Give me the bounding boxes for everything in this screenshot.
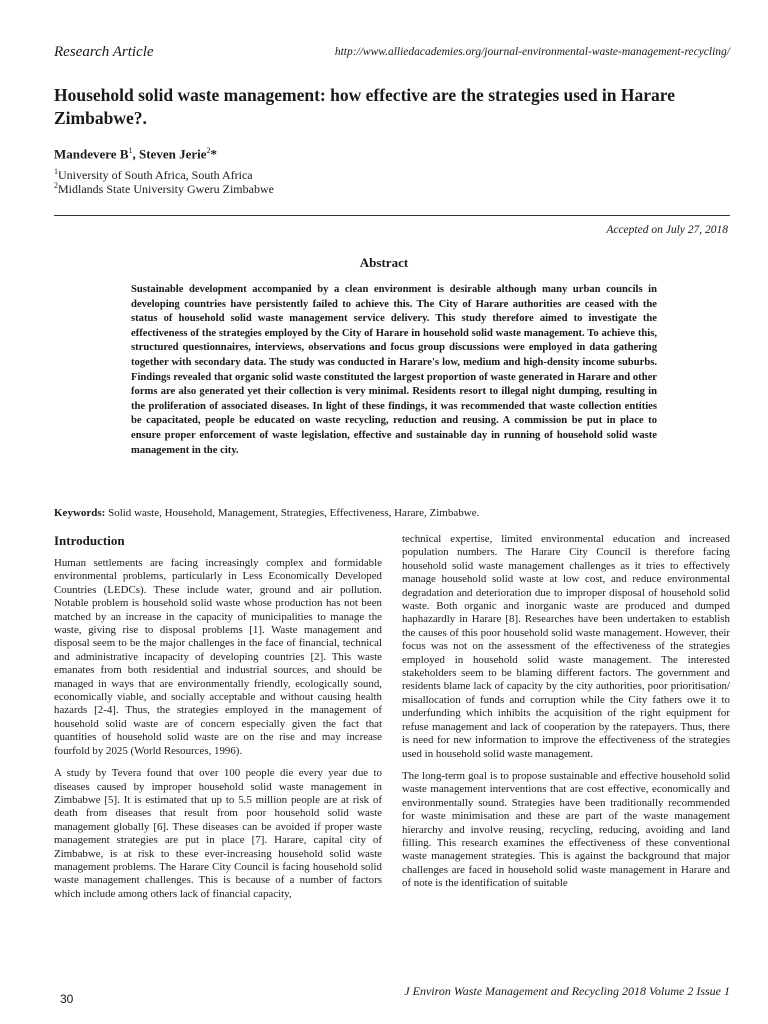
abstract-body: Sustainable development accompanied by a clean environment is desirable although many urban councils in developing countries have persistently failed to achieve this. The City of Harare authorities are ceased with the status of household solid waste management service delivery. This study therefore aimed to investigate the effectiveness of the strategies employed by the City of Harare in household solid waste management. To achieve this, structured questionnaires, interviews, observations and focus group discussions were employed in data gathering together with secondary data. The study was conducted in Harare's low, medium and high-density income suburbs. Findings revealed that organic solid waste constituted the largest proportion of waste generated in Harare and other forms are also generated yet their collection is very minimal. Residents resort to illegal night dumping, resulting in the proliferation of associated diseases. In light of these findings, it was recommended that waste collection entities be capacitated, people be educated on waste recycling, reduction and reusing. A commission be put in place to ensure proper enforcement of waste legislation, effective and sustainable day in running of household solid waste management in the city. — [131, 284, 657, 456]
accepted-date: Accepted on July 27, 2018 — [606, 224, 728, 236]
header-divider — [54, 215, 730, 216]
author-affiliation-mark: 2 — [206, 146, 211, 155]
left-column — [54, 533, 382, 910]
author-affiliation-mark: 1 — [128, 146, 133, 155]
keywords — [54, 507, 730, 519]
keywords-label: Keywords: — [54, 507, 106, 519]
author-name: Mandevere B — [54, 146, 129, 162]
keywords-text: Solid waste, Household, Management, Strategies, Effectiveness, Harare, Zimbabwe. — [105, 507, 480, 519]
affiliation-text: University of South Africa, South Africa — [58, 168, 253, 182]
page-number: 30 — [60, 992, 74, 1006]
affiliation-number: 1 — [54, 167, 58, 176]
article-title: Household solid waste management: how effective are the strategies used in Harare Zimbabwe?. — [54, 85, 676, 128]
right-column — [402, 533, 730, 900]
introduction-heading: Introduction — [54, 533, 125, 548]
affiliation-number: 2 — [54, 181, 58, 190]
abstract-heading: Abstract — [359, 255, 409, 270]
journal-citation-footer: J Environ Waste Management and Recycling 2018 Volume 2 Issue 1 — [404, 984, 730, 998]
author-list — [54, 146, 217, 162]
body-paragraph: The long-term goal is to propose sustainable and effective household solid waste management interventions that are cost effective, economically and environmentally sound. Strategies have been traditionally recommended for waste minimisation and these are part of the waste management hierarchy and involve reusing, recycling, reducing, avoiding and land filling. This research examines the effectiveness of these conventional waste management strategies. This is against the background that major challenges are faced in household solid waste management in Harare and of note is the identification of suitable — [402, 769, 730, 890]
body-paragraph: technical expertise, limited environmental education and increased population numbers. The Harare City Council is therefore facing household solid waste management challenges as it tries to effectively manage household solid waste at low cost, and reduce environmental degradation and deterioration due to improper disposal of household solid waste. Both organic and inorganic waste are produced and dumped haphazardly in Harare [8]. Researches have been undertaken to establish the causes of this poor household solid waste management. However, their focus was not on the assessment of the effectiveness of the strategies employed in household solid waste management. The interested stakeholders seem to be blaming different factors. The government and residents blame lack of capacity by the city authorities, poor prioritisation/ misallocation of funds and corruption while the City fathers owe it to underfunding which inhibits the acquisition of the right equipment for refuse management and lack of cooperation by the ratepayers. Thus, there is need for new information to improve the effectiveness of the strategies used in household solid waste management. — [402, 533, 730, 760]
article-type-label: Research Article — [54, 44, 154, 60]
page-header — [54, 44, 730, 66]
affiliation-text: Midlands State University Gweru Zimbabwe — [58, 182, 274, 196]
corresponding-author-mark: * — [210, 146, 218, 162]
body-paragraph: A study by Tevera found that over 100 people die every year due to diseases caused by improper household solid waste management in Zimbabwe [5]. It is estimated that up to 5.5 million people are at risk of death from diseases that result from poor household solid waste management globally [6]. These diseases can be avoided if proper waste management strategies are put in place [7]. Harare, capital city of Zimbabwe, is at risk to these ever-increasing household solid waste management problems. The Harare City Council is facing household solid waste management challenges. This is because of a number of factors which include among others lack of financial capacity, — [54, 767, 382, 900]
author-name: Steven Jerie — [139, 146, 207, 162]
author-separator: , — [132, 146, 139, 162]
body-paragraph: Human settlements are facing increasingly complex and formidable environmental problems, particularly in Less Economically Developed Countries (LEDCs). These include water, ground and air pollution. Notable problem is household solid waste whose production has not been matched by an increase in the capacity of municipalities to manage the waste, giving rise to disposal problems [1]. Waste management and disposal seem to be the major challenges in the face of financial, technical and administrative incapacity of developing countries [2]. This waste emanates from both residential and industrial sources, and should be managed in ways that are environmentally friendly, ecologically sound, economically viable, and socially acceptable and without causing health hazards [2-4]. Thus, the strategies employed in the management of household solid waste are of concern especially given the fact that quantities of household solid waste are on the rise and may increase fourfold by 2025 (World Resources, 1996). — [54, 557, 382, 757]
affiliation — [54, 181, 274, 197]
journal-url-link[interactable]: http://www.alliedacademies.org/journal-environmental-waste-management-recycling/ — [334, 46, 730, 58]
